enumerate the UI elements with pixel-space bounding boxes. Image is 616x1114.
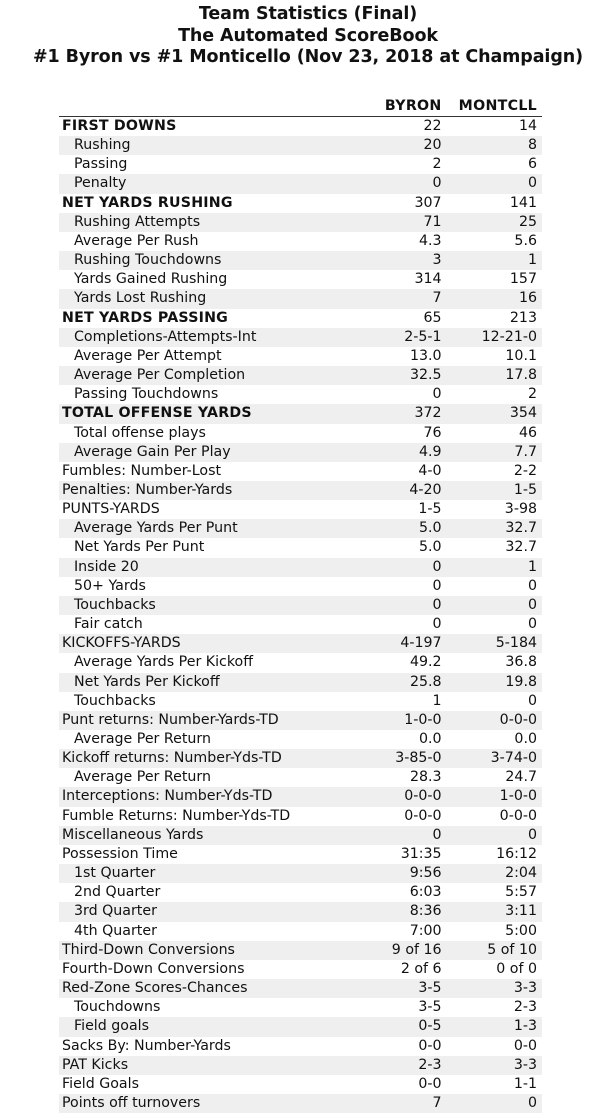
byron-value: 0-0-0	[404, 807, 442, 824]
byron-value: 307	[414, 194, 442, 211]
table-row	[59, 864, 542, 883]
stat-label: TOTAL OFFENSE YARDS	[59, 404, 372, 423]
byron-value: 71	[372, 213, 442, 232]
byron-value: 1	[432, 692, 442, 709]
table-row	[59, 998, 542, 1017]
montcll-value: 0	[527, 616, 537, 633]
montcll-value: 2-3	[513, 999, 537, 1016]
table-row	[59, 749, 542, 768]
byron-value: 7	[372, 1094, 442, 1113]
byron-value: 5.0	[419, 539, 442, 556]
montcll-value: 141	[509, 194, 537, 211]
byron-value: 372	[372, 404, 442, 423]
byron-value: 0	[372, 558, 442, 577]
byron-value: 3-5	[372, 979, 442, 998]
byron-value: 314	[414, 271, 442, 288]
montcll-value: 8	[442, 136, 542, 155]
stat-label: Sacks By: Number-Yards	[62, 1037, 231, 1054]
game-matchup: #1 Byron vs #1 Monticello (Nov 23, 2018 at Champaign)	[32, 47, 584, 67]
montcll-value: 19.8	[442, 673, 542, 692]
table-row	[59, 174, 542, 193]
montcll-value: 1	[442, 558, 542, 577]
stat-label: Net Yards Per Punt	[74, 539, 205, 556]
byron-value: 3-5	[418, 999, 442, 1016]
stat-label: Rushing Attempts	[59, 213, 372, 232]
montcll-value: 32.7	[505, 539, 537, 556]
table-row	[59, 366, 542, 385]
stat-label: Average Yards Per Punt	[59, 519, 372, 538]
montcll-value: 0-0-0	[499, 807, 537, 824]
byron-value: 25.8	[372, 673, 442, 692]
byron-value: 7	[372, 289, 442, 308]
table-header-row	[59, 97, 542, 117]
byron-value: 20	[372, 136, 442, 155]
table-row	[59, 1037, 542, 1056]
table-row	[59, 826, 542, 845]
byron-value: 1-0-0	[372, 711, 442, 730]
table-row	[59, 807, 542, 826]
stat-label: FIRST DOWNS	[62, 118, 177, 134]
montcll-value: 5.6	[514, 232, 537, 249]
table-row	[59, 500, 542, 519]
byron-value: 49.2	[409, 654, 442, 671]
montcll-value: 5:57	[505, 884, 537, 901]
table-row	[59, 1056, 542, 1075]
stat-label: Third-Down Conversions	[59, 941, 372, 960]
byron-value: 8:36	[372, 902, 442, 921]
montcll-value: 213	[509, 309, 537, 326]
stat-label: Touchbacks	[74, 692, 156, 709]
table-row	[59, 462, 542, 481]
montcll-value: 24.7	[505, 769, 537, 786]
table-row	[59, 385, 542, 404]
table-row	[59, 1075, 542, 1094]
stat-label: Punt returns: Number-Yards-TD	[59, 711, 372, 730]
table-row	[59, 443, 542, 462]
montcll-value: 3-98	[504, 501, 537, 518]
column-header-montcll: MONTCLL	[442, 97, 542, 117]
montcll-value: 5-184	[442, 634, 542, 653]
table-row	[59, 1017, 542, 1036]
table-row	[59, 404, 542, 423]
byron-value: 4-197	[372, 634, 442, 653]
stat-label: Miscellaneous Yards	[59, 826, 372, 845]
table-row	[59, 979, 542, 998]
team-statistics-table	[59, 97, 542, 1113]
stat-label: KICKOFFS-YARDS	[59, 634, 372, 653]
stat-label: Passing Touchdowns	[74, 386, 219, 403]
byron-value: 76	[423, 424, 442, 441]
byron-value: 0	[372, 174, 442, 193]
stat-label: Red-Zone Scores-Chances	[59, 979, 372, 998]
montcll-value: 14	[518, 118, 537, 134]
byron-value: 65	[423, 309, 442, 326]
montcll-value: 3-74-0	[442, 749, 542, 768]
table-row	[59, 194, 542, 213]
montcll-value: 12-21-0	[442, 328, 542, 347]
stat-label: Total offense plays	[74, 424, 206, 441]
stat-label: Yards Gained Rushing	[74, 271, 228, 288]
stat-label: Rushing Touchdowns	[59, 251, 372, 270]
montcll-value: 1	[442, 251, 542, 270]
byron-value: 28.3	[409, 769, 442, 786]
table-row	[59, 117, 542, 137]
table-row	[59, 328, 542, 347]
stat-label: NET YARDS PASSING	[62, 309, 229, 326]
montcll-value: 17.8	[442, 366, 542, 385]
byron-value: 7:00	[409, 922, 442, 939]
stat-label: PAT Kicks	[59, 1056, 372, 1075]
stat-label: Penalty	[59, 174, 372, 193]
montcll-value: 2-2	[513, 462, 537, 479]
byron-value: 9:56	[372, 864, 442, 883]
montcll-value: 2:04	[442, 864, 542, 883]
stat-label: Fair catch	[74, 616, 143, 633]
table-row	[59, 883, 542, 902]
montcll-value: 0	[442, 826, 542, 845]
stat-label: Fumble Returns: Number-Yds-TD	[62, 807, 291, 824]
table-row	[59, 711, 542, 730]
montcll-value: 36.8	[505, 654, 537, 671]
byron-value: 6:03	[409, 884, 442, 901]
stat-label: Completions-Attempts-Int	[59, 328, 372, 347]
montcll-value: 32.7	[442, 519, 542, 538]
montcll-value: 0-0-0	[442, 711, 542, 730]
stat-label: Passing	[74, 156, 128, 173]
montcll-value: 0-0	[513, 1037, 537, 1054]
stat-label: 50+ Yards	[74, 577, 146, 594]
montcll-value: 0	[527, 692, 537, 709]
montcll-value: 16:12	[496, 845, 537, 862]
byron-value: 3	[372, 251, 442, 270]
report-subtitle: The Automated ScoreBook	[178, 25, 438, 46]
stat-label: NET YARDS RUSHING	[62, 194, 233, 211]
stat-label: Average Per Attempt	[74, 347, 222, 364]
table-row	[59, 232, 542, 251]
table-row	[59, 424, 542, 443]
montcll-value: 25	[442, 213, 542, 232]
byron-value: 2	[432, 156, 442, 173]
montcll-value: 1-0-0	[442, 787, 542, 806]
montcll-value: 5 of 10	[442, 941, 542, 960]
table-row	[59, 251, 542, 270]
table-row	[59, 960, 542, 979]
stat-label: Average Per Rush	[74, 232, 199, 249]
byron-value: 0-5	[372, 1017, 442, 1036]
montcll-value: 157	[509, 271, 537, 288]
montcll-value: 0 of 0	[496, 960, 537, 977]
table-row	[59, 768, 542, 787]
montcll-value: 3-3	[442, 1056, 542, 1075]
byron-value: 4.3	[419, 232, 442, 249]
montcll-value: 10.1	[505, 347, 537, 364]
table-row	[59, 309, 542, 328]
stat-label: Interceptions: Number-Yds-TD	[59, 787, 372, 806]
byron-value: 1-5	[418, 501, 442, 518]
table-row	[59, 673, 542, 692]
stat-label: 3rd Quarter	[59, 902, 372, 921]
byron-value: 0	[432, 577, 442, 594]
table-row	[59, 136, 542, 155]
table-row	[59, 615, 542, 634]
montcll-value: 0	[442, 596, 542, 615]
stat-label: Average Yards Per Kickoff	[74, 654, 253, 671]
stat-label: Touchdowns	[74, 999, 161, 1016]
stat-label: Field goals	[59, 1017, 372, 1036]
table-row	[59, 577, 542, 596]
table-row	[59, 692, 542, 711]
stat-label: Touchbacks	[59, 596, 372, 615]
byron-value: 0	[432, 386, 442, 403]
montcll-value: 0	[442, 1094, 542, 1113]
report-header	[0, 4, 616, 69]
table-row	[59, 653, 542, 672]
column-header-byron: BYRON	[372, 97, 442, 117]
montcll-value: 0	[527, 577, 537, 594]
table-body	[59, 117, 542, 1114]
montcll-value: 354	[442, 404, 542, 423]
stat-label: Penalties: Number-Yards	[59, 481, 372, 500]
byron-value: 2-5-1	[372, 328, 442, 347]
stat-label: Average Gain Per Play	[59, 443, 372, 462]
table-row	[59, 213, 542, 232]
montcll-value: 6	[527, 156, 537, 173]
byron-value: 22	[423, 118, 442, 134]
montcll-value: 1-3	[442, 1017, 542, 1036]
table-row	[59, 596, 542, 615]
report-title: Team Statistics (Final)	[198, 4, 418, 24]
table-row	[59, 730, 542, 749]
byron-value: 9 of 16	[372, 941, 442, 960]
stat-label: Average Per Return	[74, 769, 211, 786]
stat-label: Points off turnovers	[59, 1094, 372, 1113]
stat-label: Yards Lost Rushing	[59, 289, 372, 308]
column-header-stat	[59, 97, 372, 117]
byron-value: 3-85-0	[372, 749, 442, 768]
byron-value: 0	[372, 596, 442, 615]
montcll-value: 2	[527, 386, 537, 403]
stat-label: Field Goals	[62, 1075, 139, 1092]
byron-value: 0-0	[418, 1037, 442, 1054]
table-row	[59, 1094, 542, 1113]
table-row	[59, 519, 542, 538]
byron-value: 5.0	[372, 519, 442, 538]
byron-value: 0.0	[419, 731, 442, 747]
montcll-value: 5:00	[505, 922, 537, 939]
table-row	[59, 270, 542, 289]
table-row	[59, 155, 542, 174]
stat-label: PUNTS-YARDS	[62, 501, 160, 518]
stat-label: Net Yards Per Kickoff	[59, 673, 372, 692]
table-row	[59, 845, 542, 864]
montcll-value: 3-3	[442, 979, 542, 998]
montcll-value: 1-5	[442, 481, 542, 500]
stat-label: Possession Time	[62, 845, 178, 862]
table-row	[59, 538, 542, 557]
table-row	[59, 634, 542, 653]
byron-value: 32.5	[372, 366, 442, 385]
table-row	[59, 941, 542, 960]
table-row	[59, 347, 542, 366]
stat-label: Kickoff returns: Number-Yds-TD	[59, 749, 372, 768]
stat-label: 2nd Quarter	[74, 884, 161, 901]
stat-label: 1st Quarter	[59, 864, 372, 883]
stat-label: Average Per Return	[74, 731, 211, 747]
byron-value: 0-0	[418, 1075, 442, 1092]
montcll-value: 1-1	[513, 1075, 537, 1092]
montcll-value: 0	[442, 174, 542, 193]
table-row	[59, 289, 542, 308]
byron-value: 31:35	[400, 845, 442, 862]
byron-value: 0	[372, 826, 442, 845]
table-row	[59, 787, 542, 806]
byron-value: 4-20	[372, 481, 442, 500]
byron-value: 0	[432, 616, 442, 633]
stat-label: Rushing	[59, 136, 372, 155]
table-row	[59, 902, 542, 921]
stat-label: Fourth-Down Conversions	[62, 960, 245, 977]
byron-value: 4.9	[372, 443, 442, 462]
byron-value: 2-3	[372, 1056, 442, 1075]
stat-label: Inside 20	[59, 558, 372, 577]
byron-value: 0-0-0	[372, 787, 442, 806]
montcll-value: 7.7	[442, 443, 542, 462]
montcll-value: 3:11	[442, 902, 542, 921]
byron-value: 4-0	[418, 462, 442, 479]
stat-label: 4th Quarter	[74, 922, 157, 939]
stat-label: Average Per Completion	[59, 366, 372, 385]
table-row	[59, 558, 542, 577]
stat-label: Fumbles: Number-Lost	[62, 462, 222, 479]
table-row	[59, 481, 542, 500]
montcll-value: 46	[518, 424, 537, 441]
montcll-value: 16	[442, 289, 542, 308]
table-row	[59, 922, 542, 941]
montcll-value: 0.0	[514, 731, 537, 747]
byron-value: 2 of 6	[400, 960, 442, 977]
byron-value: 13.0	[409, 347, 442, 364]
